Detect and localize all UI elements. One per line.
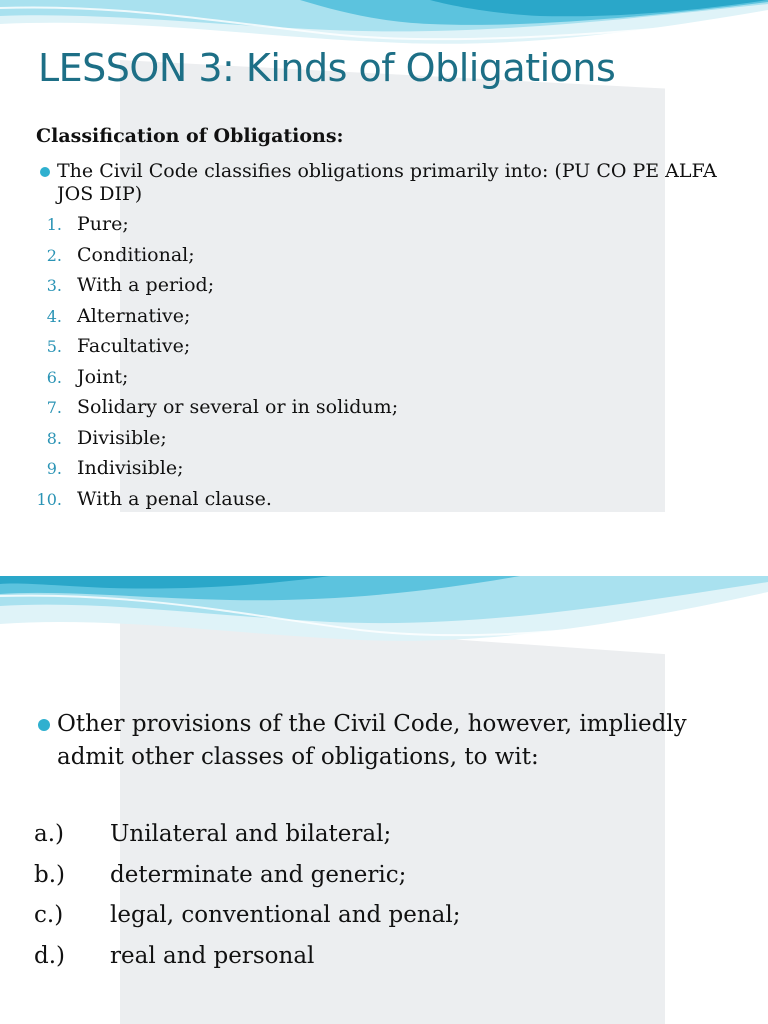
list-item-text: With a period; — [77, 274, 215, 296]
list-item-text: Divisible; — [77, 426, 167, 449]
list-label: a.) — [34, 821, 64, 847]
header-wave-decoration — [0, 576, 768, 666]
list-item-text: determinate and generic; — [110, 861, 407, 888]
list-number: 8. — [46, 428, 62, 448]
list-number: 6. — [46, 367, 62, 387]
list-label: b.) — [34, 861, 66, 888]
filled-circle-bullet-icon — [38, 719, 50, 731]
list-item-text: Unilateral and bilateral; — [110, 821, 392, 847]
list-item-text: Pure; — [77, 213, 129, 235]
list-number: 4. — [46, 306, 62, 326]
list-label: d.) — [34, 942, 66, 969]
list-number: 3. — [46, 276, 62, 295]
list-number: 2. — [46, 245, 62, 265]
list-item-text: Indivisible; — [77, 457, 184, 479]
list-label: c.) — [34, 902, 64, 928]
slide-2 — [0, 576, 768, 1024]
provisions-paragraph: Other provisions of the Civil Code, however, impliedly admit other classes of obligations, to wit: — [57, 711, 687, 770]
list-item-text: real and personal — [110, 942, 315, 969]
list-item-text: Joint; — [77, 365, 129, 388]
list-item-text: Alternative; — [77, 304, 191, 327]
list-item-text: legal, conventional and penal; — [110, 902, 461, 928]
list-number: 5. — [46, 337, 62, 356]
list-item-text: Facultative; — [77, 335, 191, 357]
slide-separator — [0, 512, 768, 576]
intro-text: The Civil Code classifies obligations primarily into: (PU CO PE ALFA JOS DIP) — [57, 160, 717, 205]
list-item-text: With a penal clause. — [77, 487, 272, 510]
list-number: 7. — [46, 398, 62, 417]
slide-title: LESSON 3: Kinds of Obligations — [38, 46, 616, 90]
list-number: 1. — [46, 215, 62, 234]
section-heading: Classification of Obligations: — [36, 125, 344, 147]
filled-circle-bullet-icon — [40, 167, 50, 177]
list-item-text: Solidary or several or in solidum; — [77, 396, 399, 418]
list-item-text: Conditional; — [77, 243, 195, 266]
list-number: 10. — [36, 489, 62, 509]
list-number: 9. — [46, 459, 62, 478]
